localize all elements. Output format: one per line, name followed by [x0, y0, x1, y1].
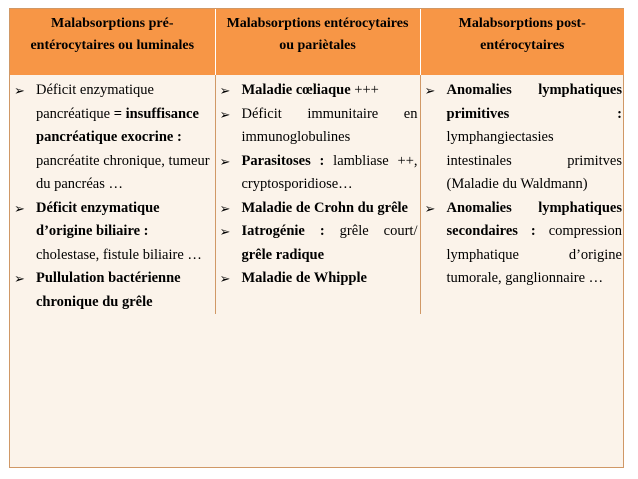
item-bold-text: Maladie de Crohn du grêle [241, 199, 408, 216]
item-bold-text: Maladie cœliaque [241, 82, 351, 98]
document-page [9, 8, 624, 468]
list-enterocytaires [218, 79, 418, 291]
item-text: Déficit enzymatique pancréatique [36, 82, 154, 122]
list-item [12, 197, 213, 268]
item-rest-text: lambliase ++, cryptosporidiose… [241, 152, 418, 192]
arrow-bullet-icon: ➢ [14, 83, 25, 98]
list-item [12, 79, 213, 197]
item-bold-text: Pullulation bactérienne chronique du grêle [36, 270, 181, 310]
arrow-bullet-icon: ➢ [219, 106, 231, 122]
item-rest-text: cholestase, fistule biliaire … [36, 246, 202, 263]
cell-enterocytaires [215, 75, 420, 314]
item-rest-text: +++ [350, 82, 379, 98]
item-bold-text: Anomalies lymphatiques primitives : [446, 82, 622, 122]
arrow-bullet-icon: ➢ [219, 200, 231, 216]
arrow-bullet-icon: ➢ [219, 224, 231, 239]
item-bold-text: Iatrogénie : [241, 223, 325, 239]
item-rest-text: compression lymphatique d’origine tumorale, ganglionnaire … [446, 223, 622, 286]
arrow-bullet-icon: ➢ [424, 83, 436, 98]
cell-pre-enterocytaires [10, 75, 215, 314]
list-item [218, 267, 418, 291]
list-item [218, 197, 418, 221]
item-bold-text: Parasitoses : [241, 152, 325, 169]
arrow-bullet-icon: ➢ [219, 271, 231, 286]
arrow-bullet-icon: ➢ [219, 153, 231, 169]
malabsorption-table [10, 9, 624, 314]
header-row [10, 9, 624, 75]
arrow-bullet-icon: ➢ [219, 83, 231, 98]
list-item [423, 197, 623, 291]
arrow-bullet-icon: ➢ [424, 200, 436, 216]
header-enterocytaires: Malabsorptions entérocytaires ou pariètales [215, 9, 420, 75]
item-bold-text: = insuffisance pancréatique exocrine : [36, 105, 199, 145]
header-post-enterocytaires: Malabsorptions post-entérocytaires [420, 9, 624, 75]
list-item [218, 79, 418, 103]
item-bold-text-2: grêle radique [241, 246, 325, 263]
item-bold-text: Anomalies lymphatiques secondaires : [446, 199, 622, 239]
item-rest-text: lymphangiectasies intestinales primitves (Maladie du Waldmann) [446, 129, 622, 192]
cell-post-enterocytaires [420, 75, 624, 314]
header-pre-enterocytaires: Malabsorptions pré-entérocytaires ou luminales [10, 9, 215, 75]
arrow-bullet-icon: ➢ [14, 271, 25, 286]
list-item [218, 220, 418, 267]
list-item [12, 267, 213, 314]
item-bold-text: Maladie de Whipple [241, 270, 367, 286]
item-mid-text: grêle court/ [324, 223, 418, 239]
item-text: Déficit immunitaire en immunoglobulines [241, 105, 418, 145]
arrow-bullet-icon: ➢ [14, 200, 25, 216]
item-bold-text: Déficit enzymatique d’origine biliaire : [36, 199, 160, 239]
list-item [218, 103, 418, 150]
list-post-enterocytaires [423, 79, 623, 291]
list-item [423, 79, 623, 197]
list-pre-enterocytaires [12, 79, 213, 314]
body-row [10, 75, 624, 314]
item-rest-text: pancréatite chronique, tumeur du pancréas … [36, 152, 210, 192]
list-item [218, 150, 418, 197]
